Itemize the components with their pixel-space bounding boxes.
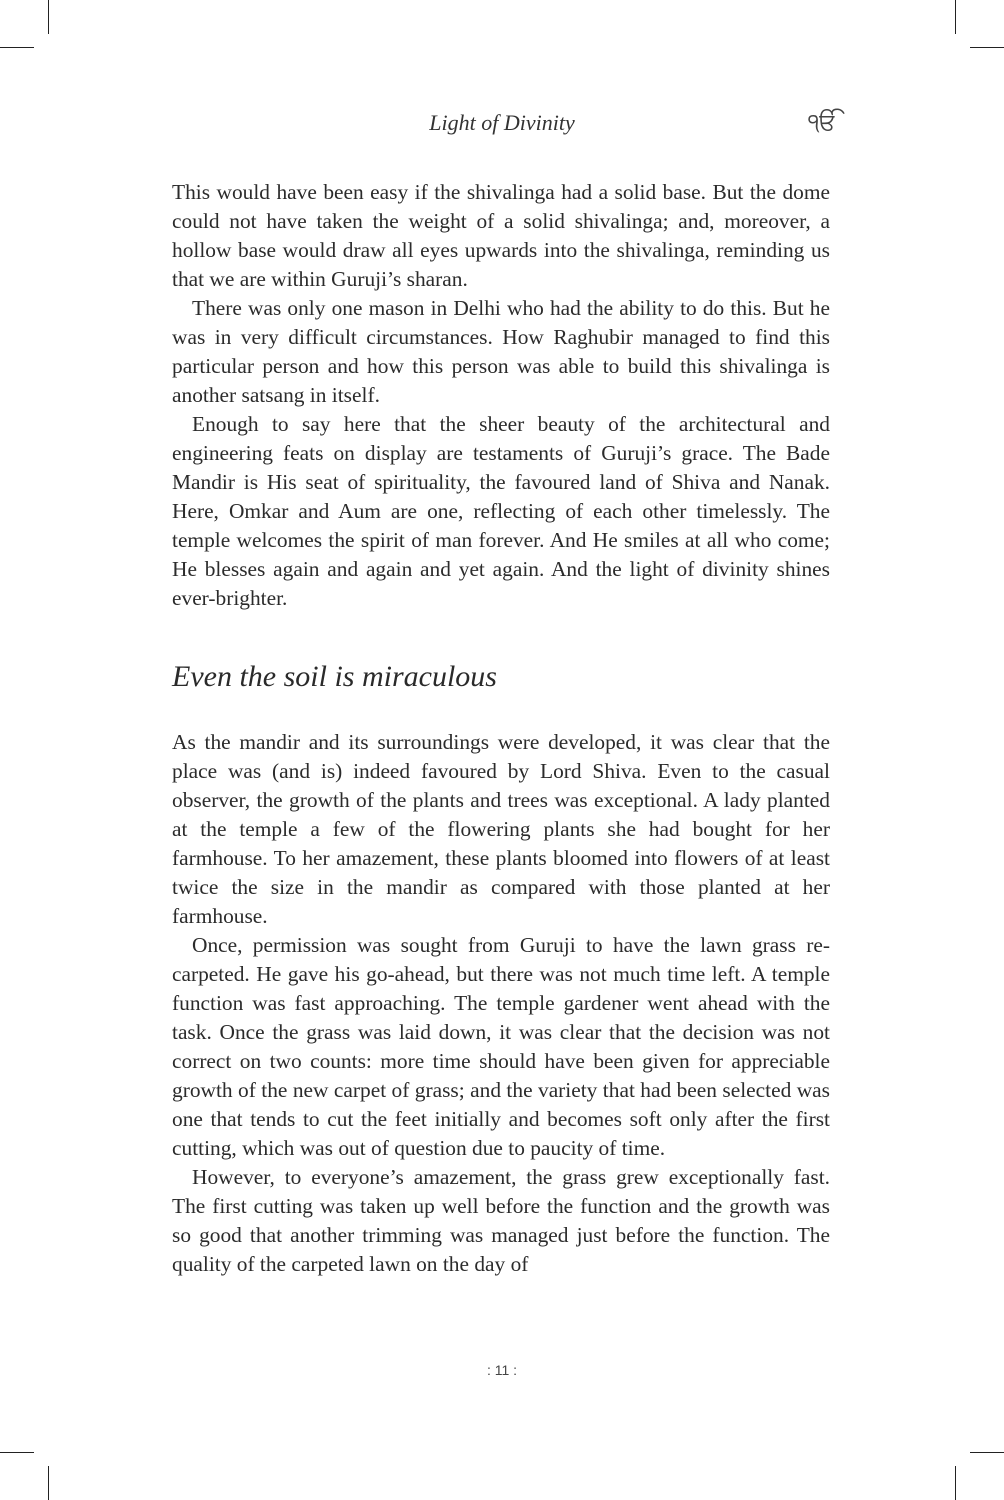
paragraph: However, to everyone’s amazement, the grass grew exceptionally fast. The first cutting was taken up well before the function and the growth was so good that another trimming was managed just before the function. The quality of the carpeted lawn on the day of — [172, 1165, 830, 1276]
crop-mark-bottom-right-horizontal — [970, 1452, 1004, 1453]
crop-mark-bottom-left-horizontal — [0, 1452, 34, 1453]
paragraph: As the mandir and its surroundings were developed, it was clear that the place was (and is) indeed favoured by Lord Shiva. Even to the casual observer, the growth of the plants and trees was exceptional. A lady planted at the temple a few of the flowering plants she had bought for her farmhouse. To her amazement, these plants bloomed into flowers of at least twice the size in the mandir as compared with those planted at her farmhouse. — [172, 730, 830, 928]
section-heading: Even the soil is miraculous — [172, 660, 497, 693]
paragraph: There was only one mason in Delhi who had the ability to do this. But he was in very difficult circumstances. How Raghubir managed to find this particular person and how this person was able to build this shivalinga is another satsang in itself. — [172, 296, 830, 407]
paragraph: Enough to say here that the sheer beauty of the architectural and engineering feats on display are testaments of Guruji’s grace. The Bade Mandir is His seat of spirituality, the favoured land of Shiva and Nanak. Here, Omkar and Aum are one, reflecting of each other timelessly. The temple welcomes the spirit of man forever. And He smiles at all who come; He blesses again and again and yet again. And the light of divinity shines ever-brighter. — [172, 412, 830, 610]
ik-onkar-ornament-icon: ੴ — [808, 108, 838, 136]
crop-mark-bottom-right-vertical — [955, 1466, 956, 1500]
body-text-section-2 — [172, 728, 830, 1279]
crop-mark-top-left-horizontal — [0, 47, 34, 48]
paragraph: Once, permission was sought from Guruji to have the lawn grass re-carpeted. He gave his go-ahead, but there was not much time left. A temple function was fast approaching. The temple gardener went ahead with the task. Once the grass was laid down, it was clear that the decision was not correct on two counts: more time should have been given for appreciable growth of the new carpet of grass; and the variety that had been selected was one that tends to cut the feet initially and becomes soft only after the first cutting, which was out of question due to paucity of time. — [172, 933, 830, 1160]
paragraph: This would have been easy if the shivalinga had a solid base. But the dome could not have taken the weight of a solid shivalinga; and, moreover, a hollow base would draw all eyes upwards into the shivalinga, reminding us that we are within Guruji’s sharan. — [172, 180, 830, 291]
crop-mark-top-left-vertical — [48, 0, 49, 34]
crop-mark-top-right-vertical — [955, 0, 956, 34]
page-number: : 11 : — [486, 1362, 518, 1378]
body-text-section-1 — [172, 178, 830, 613]
running-head-title: Light of Divinity — [429, 110, 575, 135]
crop-mark-bottom-left-vertical — [48, 1466, 49, 1500]
crop-mark-top-right-horizontal — [970, 47, 1004, 48]
